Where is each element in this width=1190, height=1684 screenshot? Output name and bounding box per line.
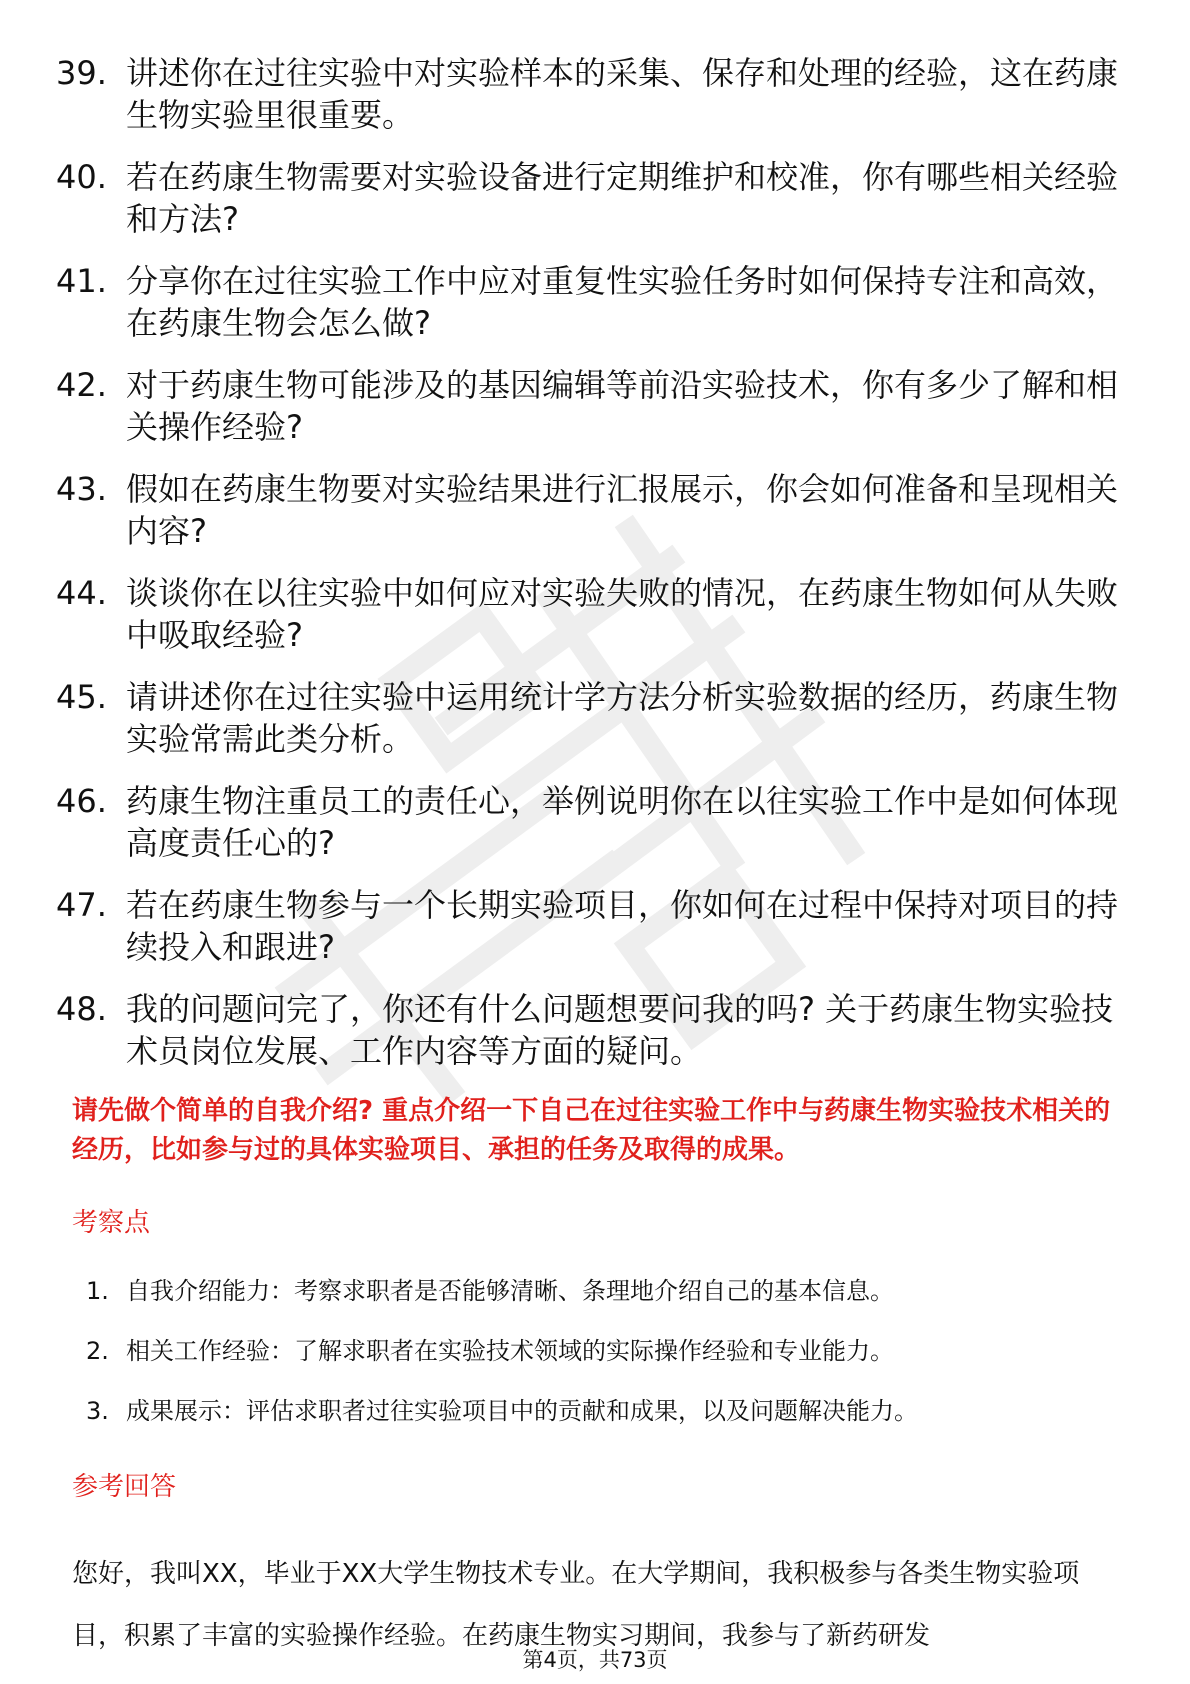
- assessment-item: [86, 1275, 1126, 1307]
- question-number: 42.: [56, 366, 107, 404]
- question-number: 47.: [56, 886, 107, 924]
- question-item: [56, 572, 1136, 656]
- assessment-item: [86, 1335, 1126, 1367]
- question-number: 39.: [56, 54, 107, 92]
- question-item: [56, 364, 1136, 448]
- question-number: 46.: [56, 782, 107, 820]
- assessment-number: 1.: [86, 1277, 109, 1305]
- question-number: 40.: [56, 158, 107, 196]
- question-text: 若在药康生物参与一个长期实验项目，你如何在过程中保持对项目的持续投入和跟进?: [126, 886, 1119, 966]
- question-number: 41.: [56, 262, 107, 300]
- assessment-title: 考察点: [72, 1208, 151, 1238]
- question-item: [56, 988, 1136, 1072]
- assessment-number: 3.: [86, 1397, 109, 1425]
- question-number: 43.: [56, 470, 107, 508]
- question-item: [56, 780, 1136, 864]
- question-text: 我的问题问完了，你还有什么问题想要问我的吗? 关于药康生物实验技术员岗位发展、工作内容等方面的疑问。: [126, 990, 1114, 1070]
- question-item: [56, 260, 1136, 344]
- question-text: 请讲述你在过往实验中运用统计学方法分析实验数据的经历，药康生物实验常需此类分析。: [126, 678, 1119, 758]
- assessment-text: 成果展示：评估求职者过往实验项目中的贡献和成果，以及问题解决能力。: [126, 1397, 918, 1425]
- question-text: 对于药康生物可能涉及的基因编辑等前沿实验技术，你有多少了解和相关操作经验?: [126, 366, 1119, 446]
- question-item: [56, 52, 1136, 136]
- question-number: 48.: [56, 990, 107, 1028]
- assessment-number: 2.: [86, 1337, 109, 1365]
- question-item: [56, 884, 1136, 968]
- question-text: 假如在药康生物要对实验结果进行汇报展示，你会如何准备和呈现相关内容?: [126, 470, 1119, 550]
- question-text: 药康生物注重员工的责任心，举例说明你在以往实验工作中是如何体现高度责任心的?: [126, 782, 1119, 862]
- reference-title: 参考回答: [72, 1472, 177, 1502]
- question-text: 若在药康生物需要对实验设备进行定期维护和校准，你有哪些相关经验和方法?: [126, 158, 1119, 238]
- highlight-question: 请先做个简单的自我介绍? 重点介绍一下自己在过往实验工作中与药康生物实验技术相关的经历，比如参与过的具体实验项目、承担的任务及取得的成果。: [72, 1096, 1111, 1165]
- question-item: [56, 156, 1136, 240]
- question-list: [56, 52, 1136, 1092]
- assessment-item: [86, 1395, 1126, 1427]
- question-item: [56, 676, 1136, 760]
- question-number: 45.: [56, 678, 107, 716]
- assessment-text: 自我介绍能力：考察求职者是否能够清晰、条理地介绍自己的基本信息。: [126, 1277, 894, 1305]
- question-text: 分享你在过往实验工作中应对重复性实验任务时如何保持专注和高效，在药康生物会怎么做?: [126, 262, 1119, 342]
- question-text: 谈谈你在以往实验中如何应对实验失败的情况，在药康生物如何从失败中吸取经验?: [126, 574, 1119, 654]
- reference-answer: 您好，我叫XX，毕业于XX大学生物技术专业。在大学期间，我积极参与各类生物实验项目，积累了丰富的实验操作经验。在药康生物实习期间，我参与了新药研发: [72, 1559, 1080, 1651]
- question-item: [56, 468, 1136, 552]
- assessment-list: [86, 1275, 1126, 1455]
- question-number: 44.: [56, 574, 107, 612]
- page-number: 第4页，共73页: [522, 1648, 668, 1672]
- question-text: 讲述你在过往实验中对实验样本的采集、保存和处理的经验，这在药康生物实验里很重要。: [126, 54, 1119, 134]
- assessment-text: 相关工作经验：了解求职者在实验技术领域的实际操作经验和专业能力。: [126, 1337, 894, 1365]
